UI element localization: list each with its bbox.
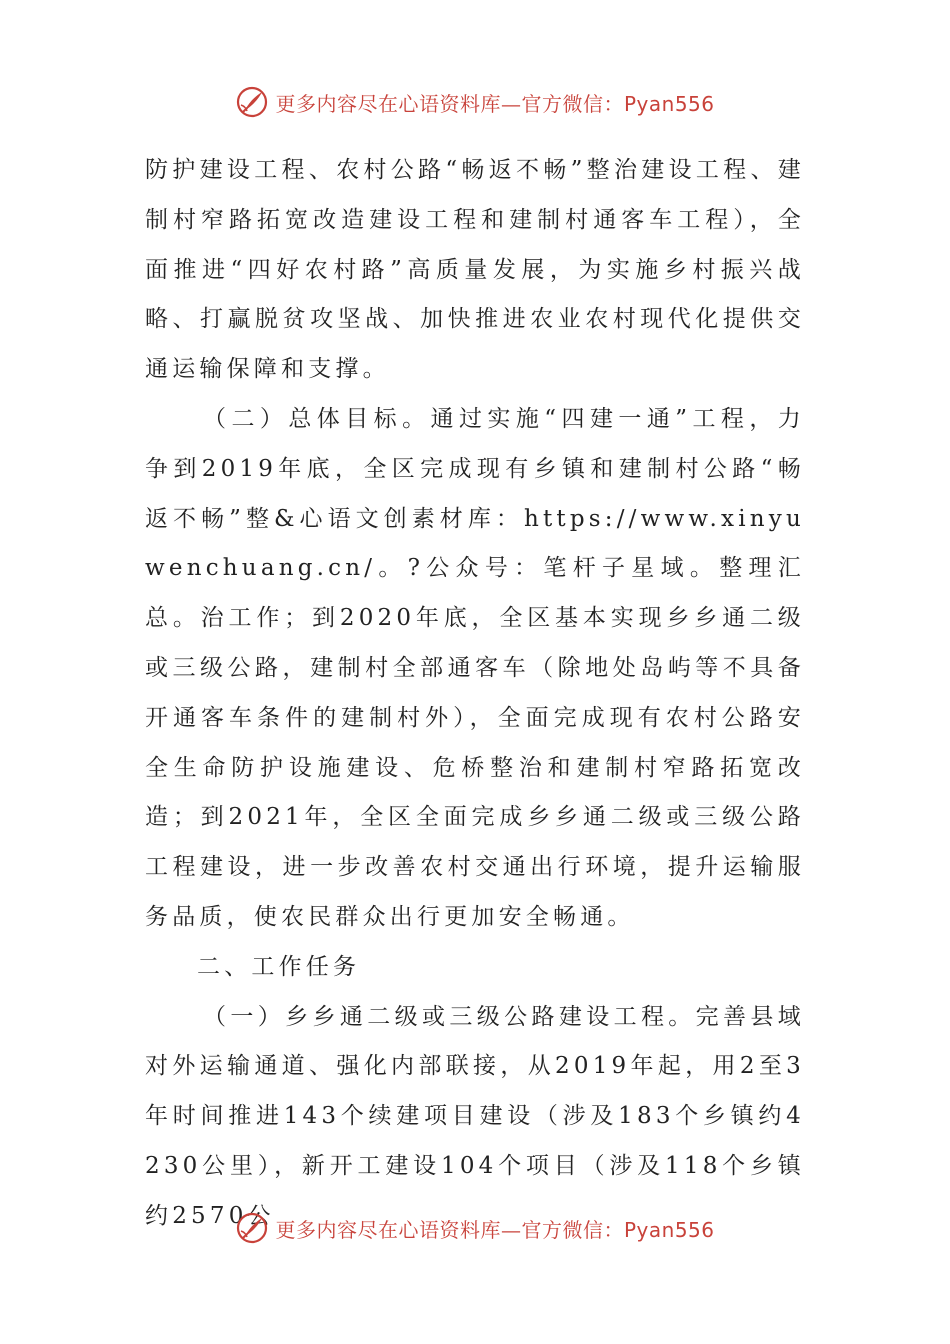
- quill-pen-logo-icon: [235, 1211, 269, 1245]
- paragraph-continued: 防护建设工程、农村公路“畅返不畅”整治建设工程、建制村窄路拓宽改造建设工程和建制村通客车工程），全面推进“四好农村路”高质量发展，为实施乡村振兴战略、打赢脱贫攻坚战、加快推进农业农村现代化提供交通运输保障和支撑。: [145, 157, 805, 383]
- footer-watermark: [0, 1208, 950, 1248]
- document-body: [145, 146, 805, 1242]
- section-heading: 二、工作任务: [197, 953, 361, 980]
- paragraph-task-one: （一）乡乡通二级或三级公路建设工程。完善县域对外运输通道、强化内部联接，从2019年起，用2至3年时间推进143个续建项目建设（涉及183个乡镇约4230公里），新开工建设104个项目（涉及118个乡镇约2570公: [145, 1003, 805, 1229]
- header-watermark: [0, 82, 950, 122]
- watermark-text: 更多内容尽在心语资料库—官方微信：Pyan556: [275, 91, 715, 116]
- watermark-text: 更多内容尽在心语资料库—官方微信：Pyan556: [275, 1217, 715, 1242]
- wechat-id: Pyan556: [623, 1217, 715, 1242]
- quill-pen-logo-icon: [235, 85, 269, 119]
- paragraph-overall-goal: （二）总体目标。通过实施“四建一通”工程，力争到2019年底，全区完成现有乡镇和建制村公路“畅返不畅”整&心语文创素材库：https://www.xinyuwenchuang.cn/。?公众号：笔杆子星域。整理汇总。治工作；到2020年底，全区基本实现乡乡通二级或三级公路，建制村全部通客车（除地处岛屿等不具备开通客车条件的建制村外），全面完成现有农村公路安全生命防护设施建设、危桥整治和建制村窄路拓宽改造；到2021年，全区全面完成乡乡通二级或三级公路工程建设，进一步改善农村交通出行环境，提升运输服务品质，使农民群众出行更加安全畅通。: [145, 405, 805, 930]
- wechat-id: Pyan556: [623, 91, 715, 116]
